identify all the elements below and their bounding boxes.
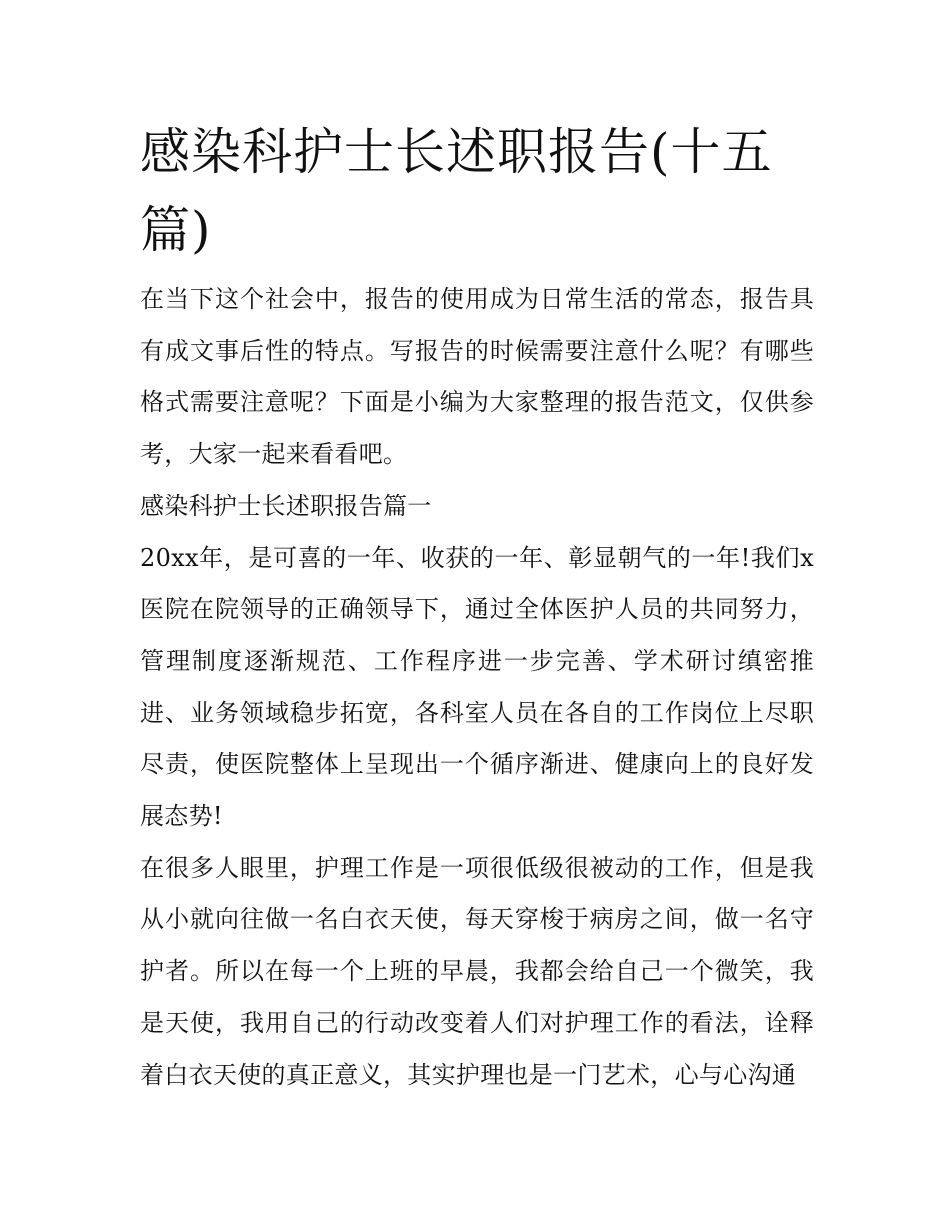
section-heading: 感染科护士长述职报告篇一 [140, 491, 432, 520]
intro-paragraph: 在当下这个社会中，报告的使用成为日常生活的常态，报告具有成文事后性的特点。写报告的时候需要注意什么呢？有哪些格式需要注意呢？下面是小编为大家整理的报告范文，仅供参考，大家一起来看看吧。 [140, 285, 814, 469]
body-paragraph: 20xx年，是可喜的一年、收获的一年、彰显朝气的一年!我们x医院在院领导的正确领导下，通过全体医护人员的共同努力，管理制度逐渐规范、工作程序进一步完善、学术研讨缜密推进、业务领域稳步拓宽，各科室人员在各自的工作岗位上尽职尽责，使医院整体上呈现出一个循序渐进、健康向上的良好发展态势! [140, 543, 814, 831]
document-body [140, 274, 814, 1101]
document-title: 感染科护士长述职报告(十五篇) [140, 123, 773, 259]
body-paragraph: 在很多人眼里，护理工作是一项很低级很被动的工作，但是我从小就向往做一名白衣天使，每天穿梭于病房之间，做一名守护者。所以在每一个上班的早晨，我都会给自己一个微笑，我是天使，我用自己的行动改变着人们对护理工作的看法，诠释着白衣天使的真正意义，其实护理也是一门艺术，心与心沟通 [140, 853, 814, 1089]
